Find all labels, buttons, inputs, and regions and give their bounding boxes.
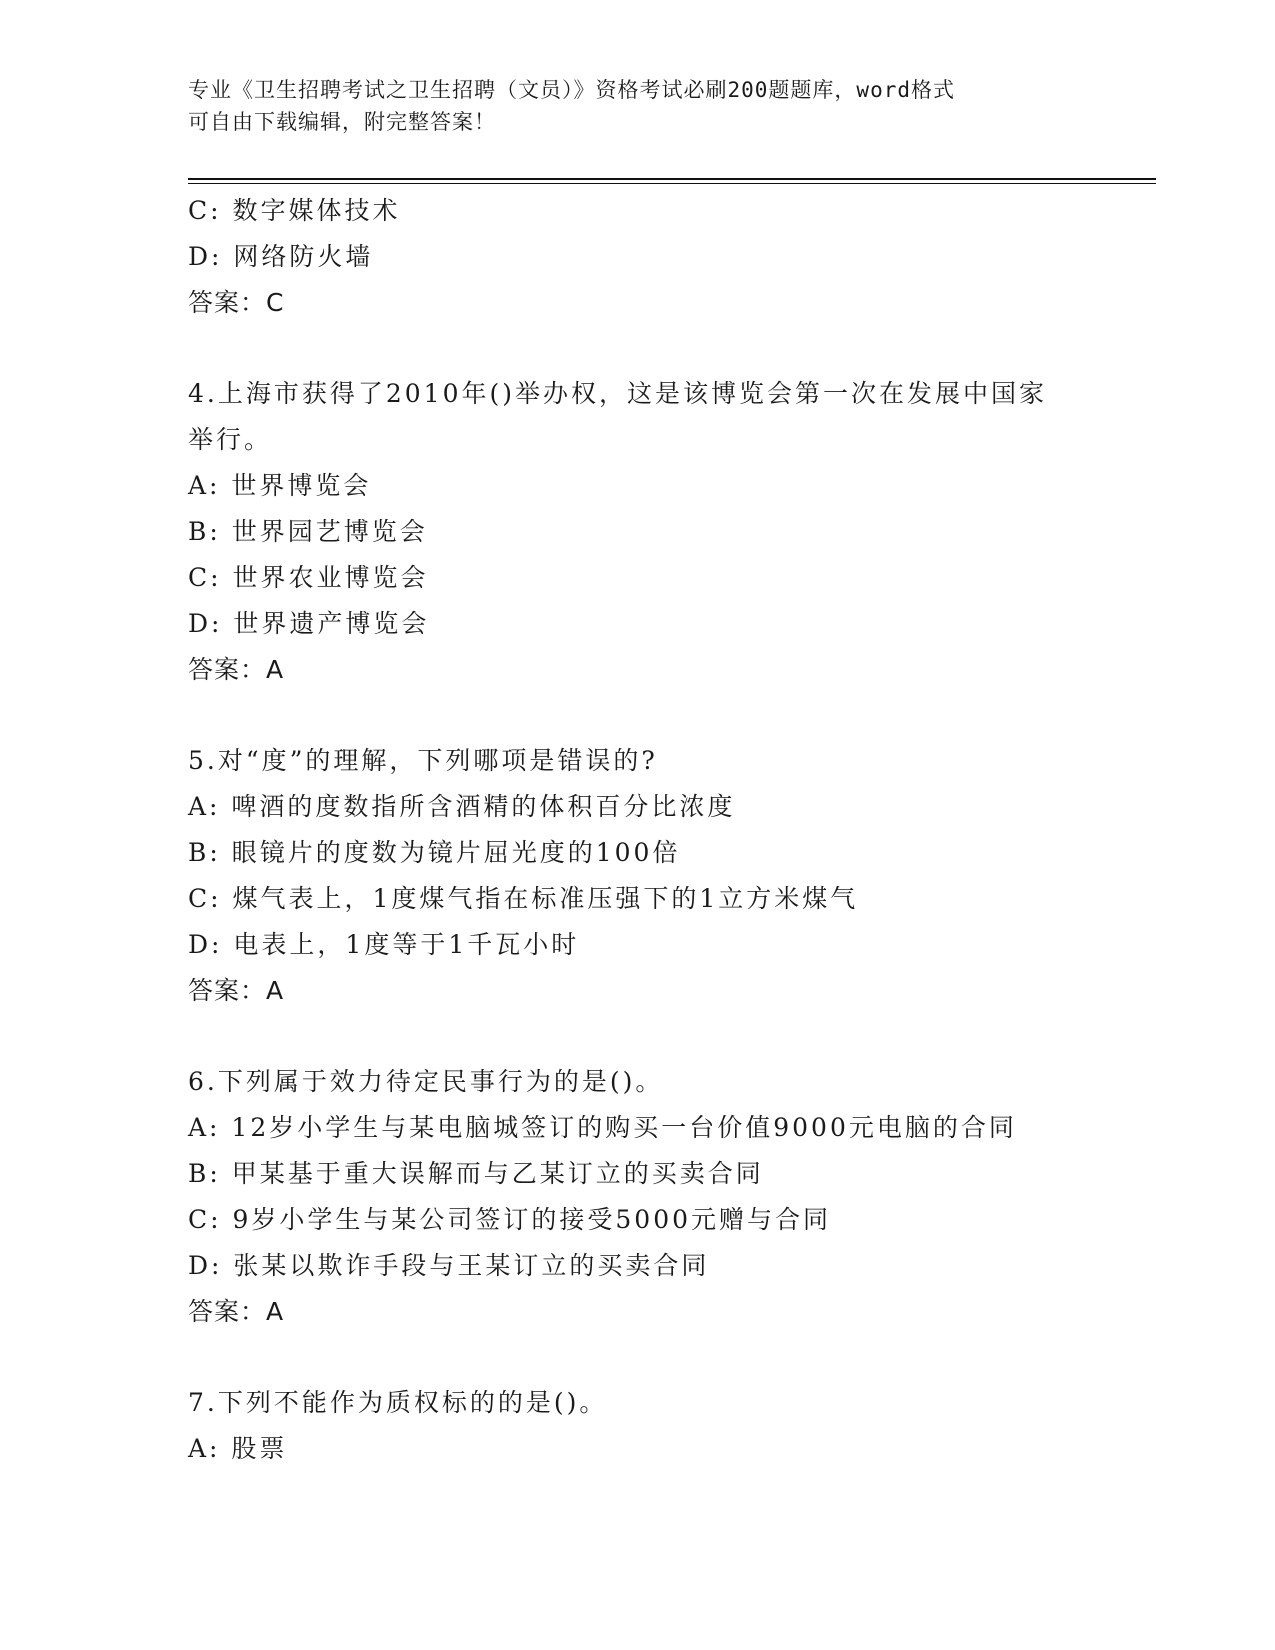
spacer	[188, 1335, 1156, 1380]
header-line-1: 专业《卫生招聘考试之卫生招聘（文员）》资格考试必刷200题题库，word格式	[188, 78, 955, 102]
q6-question: 6.下列属于效力待定民事行为的是()。	[188, 1067, 664, 1096]
header-rule-thick	[188, 178, 1156, 180]
q3-option-d: D: 网络防火墙	[188, 242, 374, 271]
q5-option-c: C: 煤气表上，1度煤气指在标准压强下的1立方米煤气	[188, 884, 859, 913]
document-header	[188, 74, 1088, 138]
q6-answer: 答案：A	[188, 1297, 285, 1326]
q5-option-d: D: 电表上，1度等于1千瓦小时	[188, 930, 580, 959]
q3-option-c: C: 数字媒体技术	[188, 196, 401, 225]
q6-option-a: A: 12岁小学生与某电脑城签订的购买一台价值9000元电脑的合同	[188, 1113, 1017, 1142]
q5-question: 5.对“度”的理解，下列哪项是错误的?	[188, 746, 658, 775]
q5-option-b: B: 眼镜片的度数为镜片屈光度的100倍	[188, 838, 681, 867]
q4-answer: 答案：A	[188, 655, 285, 684]
q7-question: 7.下列不能作为质权标的的是()。	[188, 1388, 608, 1417]
header-rule-thin	[188, 183, 1156, 184]
q7-option-a: A: 股票	[188, 1434, 288, 1463]
q4-option-c: C: 世界农业博览会	[188, 563, 429, 592]
q4-option-a: A: 世界博览会	[188, 471, 372, 500]
q6-option-b: B: 甲某基于重大误解而与乙某订立的买卖合同	[188, 1159, 764, 1188]
q3-answer: 答案：C	[188, 288, 285, 317]
spacer	[188, 326, 1156, 371]
q5-option-a: A: 啤酒的度数指所含酒精的体积百分比浓度	[188, 792, 736, 821]
q4-option-d: D: 世界遗产博览会	[188, 609, 430, 638]
question-list	[188, 188, 1156, 1472]
q6-option-d: D: 张某以欺诈手段与王某订立的买卖合同	[188, 1251, 710, 1280]
spacer	[188, 693, 1156, 738]
q6-option-c: C: 9岁小学生与某公司签订的接受5000元赠与合同	[188, 1205, 832, 1234]
q4-option-b: B: 世界园艺博览会	[188, 517, 428, 546]
spacer	[188, 1014, 1156, 1059]
q4-question: 4.上海市获得了2010年()举办权，这是该博览会第一次在发展中国家举行。	[188, 379, 1047, 454]
q5-answer: 答案：A	[188, 976, 285, 1005]
header-line-2: 可自由下载编辑，附完整答案！	[188, 110, 496, 134]
